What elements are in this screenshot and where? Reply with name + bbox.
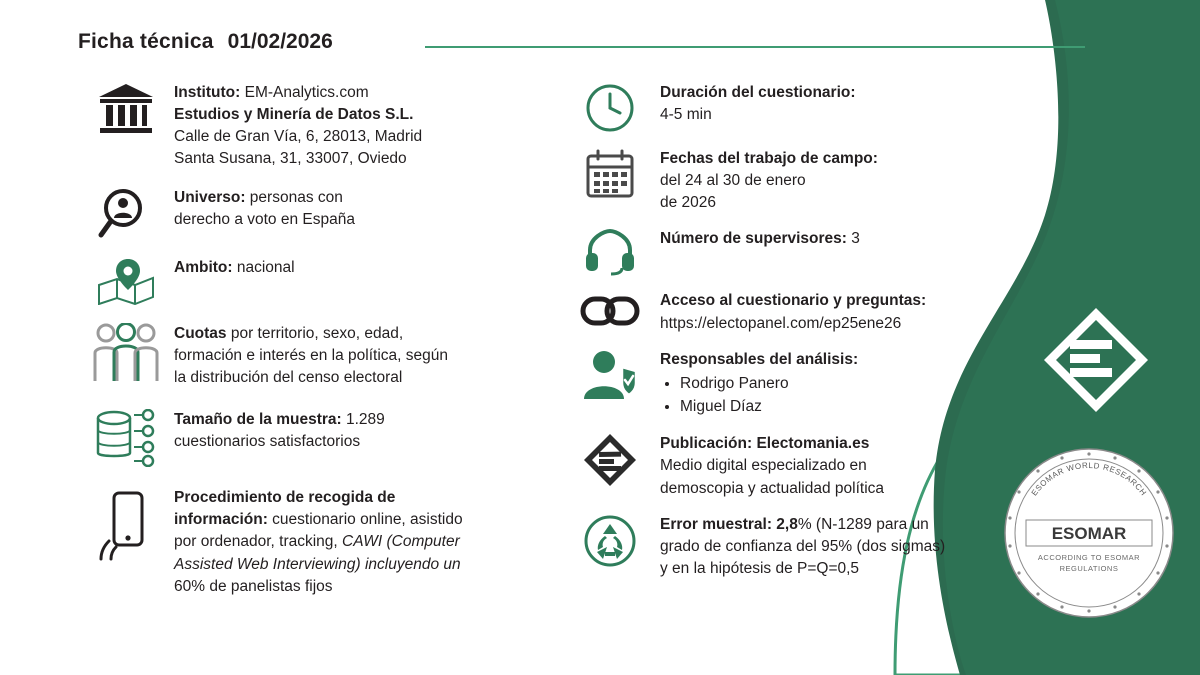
map-pin-icon (78, 255, 174, 305)
label-procedimiento-1: Procedimiento de recogida de (174, 489, 396, 507)
magnifier-person-icon (78, 185, 174, 241)
electomania-logo-icon (560, 431, 660, 487)
calendar-icon (560, 146, 660, 200)
headset-icon (560, 226, 660, 276)
address-madrid: Calle de Gran Vía, 6, 28013, Madrid (174, 128, 423, 146)
page-title: Ficha técnica (78, 30, 214, 53)
recycle-arrows-icon (560, 512, 660, 568)
mobile-phone-signal-icon (78, 485, 174, 563)
link-chain-icon (560, 288, 660, 332)
label-cuotas: Cuotas (174, 324, 227, 342)
row-cuotas: Cuotas por territorio, sexo, edad, formación e interés en la política, según la distribución del censo electoral (78, 321, 548, 389)
row-universo: Universo: personas con derecho a voto en España (78, 185, 548, 241)
left-column (78, 80, 548, 604)
label-procedimiento-2: información: (174, 511, 268, 529)
page-header (78, 30, 333, 54)
questionnaire-url[interactable]: https://electopanel.com/ep25ene26 (660, 314, 902, 332)
seal-center-label: ESOMAR (1051, 524, 1127, 543)
seal-bottom-line1: ACCORDING TO ESOMAR (1037, 553, 1141, 562)
row-procedimiento: Procedimiento de recogida de información: cuestionario online, asistido por ordenador, tracking, CAWI (Computer Assisted Web Interviewing) incluyendo un 60% de panelistas fijos (78, 485, 548, 598)
person-shield-icon (560, 347, 660, 401)
esomar-seal (996, 440, 1182, 626)
people-group-icon (78, 321, 174, 385)
value-supervisores: 3 (846, 230, 860, 248)
label-fechas: Fechas del trabajo de campo: (660, 150, 878, 167)
list-item: • Miguel Díaz (680, 396, 858, 418)
label-muestra: Tamaño de la muestra: (174, 411, 342, 429)
label-responsables: Responsables del análisis: (660, 350, 859, 368)
electomania-watermark-icon (1036, 300, 1156, 420)
institution-bank-icon (78, 80, 174, 136)
right-column (560, 80, 990, 586)
label-ambito: Ambito: (174, 258, 233, 276)
database-icon (78, 407, 174, 467)
seal-top-text: ESOMAR WORLD RESEARCH (1029, 460, 1149, 498)
label-publicacion: Publicación: Electomania.es (660, 435, 870, 453)
row-acceso (560, 288, 990, 334)
row-instituto: Instituto: EM-Analytics.com Estudios y Minería de Datos S.L. Calle de Gran Vía, 6, 28013, Madrid Santa Susana, 31, 33007, Oviedo (78, 80, 548, 171)
page-date: 01/02/2026 (227, 30, 333, 53)
label-acceso: Acceso al cuestionario y preguntas: (660, 292, 927, 310)
row-supervisores (560, 226, 990, 276)
row-muestra: Tamaño de la muestra: 1.289 cuestionarios satisfactorios (78, 407, 548, 467)
clock-icon (560, 80, 660, 134)
list-item: • Rodrigo Panero (680, 373, 858, 395)
address-oviedo: Santa Susana, 31, 33007, Oviedo (174, 150, 407, 168)
row-fechas: Fechas del trabajo de campo: del 24 al 30 de enero de 2026 (560, 146, 990, 214)
row-responsables (560, 347, 990, 419)
responsables-list (660, 373, 858, 418)
header-divider (425, 46, 1085, 48)
seal-bottom-line2: REGULATIONS (1059, 564, 1119, 573)
row-duracion (560, 80, 990, 134)
row-error-muestral: Error muestral: 2,8% (N-1289 para un grado de confianza del 95% (dos sigmas) y en la hipótesis de P=Q=0,5 (560, 512, 990, 580)
value-duracion: 4-5 min (660, 106, 712, 124)
label-instituto: Instituto: (174, 84, 241, 101)
cawi-italic: CAWI (Computer (342, 533, 460, 551)
row-ambito: Ambito: nacional (78, 255, 548, 305)
label-supervisores: Número de supervisores: (660, 230, 847, 248)
company-name: Estudios y Minería de Datos S.L. (174, 106, 414, 124)
label-error-muestral: Error muestral: 2,8 (660, 515, 798, 533)
row-publicacion: Publicación: Electomania.es Medio digital especializado en demoscopia y actualidad política (560, 431, 990, 499)
label-duracion: Duración del cuestionario: (660, 84, 856, 101)
label-universo: Universo: (174, 188, 246, 206)
